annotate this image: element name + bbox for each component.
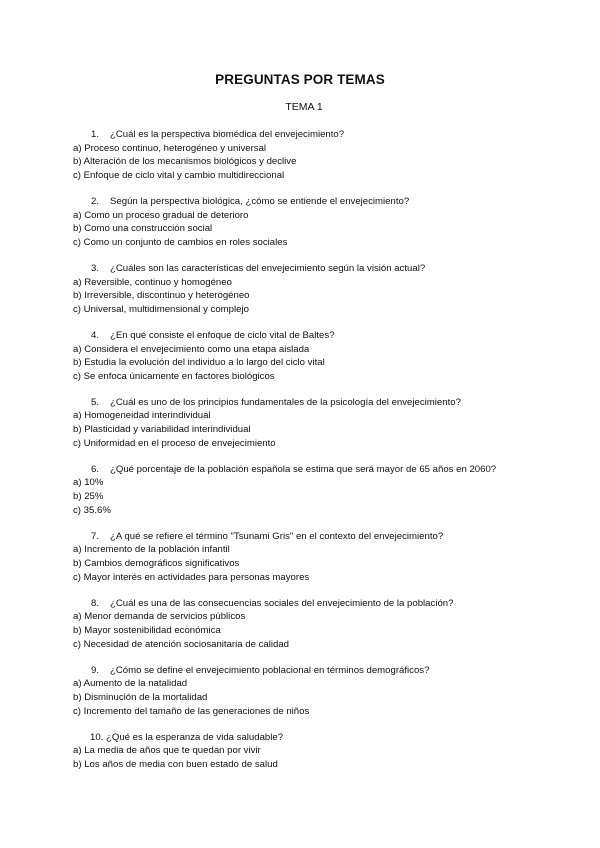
question-9	[73, 664, 573, 718]
answer-option-c: c) Mayor interés en actividades para personas mayores	[73, 571, 310, 583]
question-text: ¿Cuál es la perspectiva biomédica del envejecimiento?	[110, 129, 345, 140]
question-1	[73, 128, 573, 182]
question-5	[73, 396, 573, 450]
answer-option-a: a) Aumento de la natalidad	[73, 678, 188, 690]
answer-option-a: a) La media de años que te quedan por vivir	[73, 745, 261, 757]
answer-option-c: c) Incremento del tamaño de las generaciones de niños	[73, 705, 310, 717]
question-line	[73, 731, 573, 745]
question-number: 8.	[91, 597, 100, 609]
question-2	[73, 195, 573, 249]
question-number: 10.	[90, 731, 104, 743]
question-8	[73, 597, 573, 651]
question-text: ¿Qué es la esperanza de vida saludable?	[106, 731, 284, 743]
answer-option-a: a) Proceso continuo, heterogéneo y universal	[73, 142, 267, 154]
question-line	[73, 262, 573, 276]
question-6	[73, 463, 573, 517]
question-number: 4.	[91, 329, 100, 341]
question-number: 1.	[91, 129, 100, 140]
question-number: 6.	[91, 463, 100, 475]
answer-option-c: c) Se enfoca únicamente en factores biológicos	[73, 370, 275, 382]
answer-option-a: a) Menor demanda de servicios públicos	[73, 611, 246, 623]
question-text: ¿En qué consiste el enfoque de ciclo vital de Baltes?	[110, 329, 335, 341]
section-title: TEMA 1	[285, 101, 323, 113]
answer-option-b: b) Mayor sostenibilidad económica	[73, 624, 221, 636]
question-number: 9.	[91, 664, 100, 676]
document-title: PREGUNTAS POR TEMAS	[215, 72, 385, 87]
question-list	[73, 128, 573, 784]
answer-option-c: c) Necesidad de atención sociosanitaria de calidad	[73, 638, 289, 650]
question-number: 7.	[91, 530, 100, 542]
question-text: ¿Cuál es una de las consecuencias sociales del envejecimiento de la población?	[110, 597, 454, 609]
question-line	[73, 128, 573, 142]
answer-option-b: b) Estudia la evolución del individuo a lo largo del ciclo vital	[73, 357, 325, 369]
answer-option-b: b) Irreversible, discontinuo y heterogéneo	[73, 290, 250, 302]
answer-option-c: c) Universal, multidimensional y complejo	[73, 303, 249, 315]
answer-option-b: b) Como una construcción social	[73, 223, 213, 235]
question-number: 5.	[91, 396, 100, 408]
question-text: ¿Cuáles son las características del envejecimiento según la visión actual?	[110, 262, 426, 274]
question-line	[73, 597, 573, 611]
answer-option-a: a) Homogeneidad interindividual	[73, 410, 211, 422]
answer-option-a: a) Reversible, continuo y homogéneo	[73, 276, 232, 288]
answer-option-c: c) Como un conjunto de cambios en roles sociales	[73, 236, 288, 248]
answer-option-b: b) Los años de media con buen estado de salud	[73, 758, 278, 770]
question-text: ¿Cómo se define el envejecimiento poblacional en términos demográficos?	[110, 664, 430, 676]
question-line	[73, 396, 573, 410]
question-text: ¿Cuál es uno de los principios fundamentales de la psicología del envejecimiento?	[110, 396, 461, 408]
answer-option-a: a) Como un proceso gradual de deterioro	[73, 209, 249, 221]
question-text: ¿A qué se refiere el término "Tsunami Gris" en el contexto del envejecimiento?	[110, 530, 444, 542]
question-text: ¿Qué porcentaje de la población española se estima que será mayor de 65 años en 2060?	[110, 463, 497, 475]
question-number: 3.	[91, 262, 100, 274]
question-line	[73, 530, 573, 544]
question-number: 2.	[91, 195, 100, 207]
question-4	[73, 329, 573, 383]
answer-option-b: b) Alteración de los mecanismos biológicos y declive	[73, 156, 297, 168]
answer-option-b: b) Cambios demográficos significativos	[73, 558, 240, 569]
question-line	[73, 664, 573, 678]
question-text: Según la perspectiva biológica, ¿cómo se entiende el envejecimiento?	[110, 195, 410, 207]
answer-option-c: c) 35.6%	[73, 504, 111, 516]
question-7	[73, 530, 573, 584]
answer-option-b: b) 25%	[73, 491, 104, 503]
answer-option-b: b) Disminución de la mortalidad	[73, 691, 208, 703]
answer-option-a: a) Considera el envejecimiento como una etapa aislada	[73, 343, 310, 355]
answer-option-c: c) Enfoque de ciclo vital y cambio multidireccional	[73, 169, 285, 181]
question-line	[73, 463, 573, 477]
answer-option-a: a) 10%	[73, 477, 104, 489]
answer-option-b: b) Plasticidad y variabilidad interindividual	[73, 424, 251, 436]
question-10	[73, 731, 573, 772]
question-3	[73, 262, 573, 316]
question-line	[73, 329, 573, 343]
question-line	[73, 195, 573, 209]
answer-option-a: a) Incremento de la población infantil	[73, 544, 230, 556]
answer-option-c: c) Uniformidad en el proceso de envejecimiento	[73, 437, 276, 449]
